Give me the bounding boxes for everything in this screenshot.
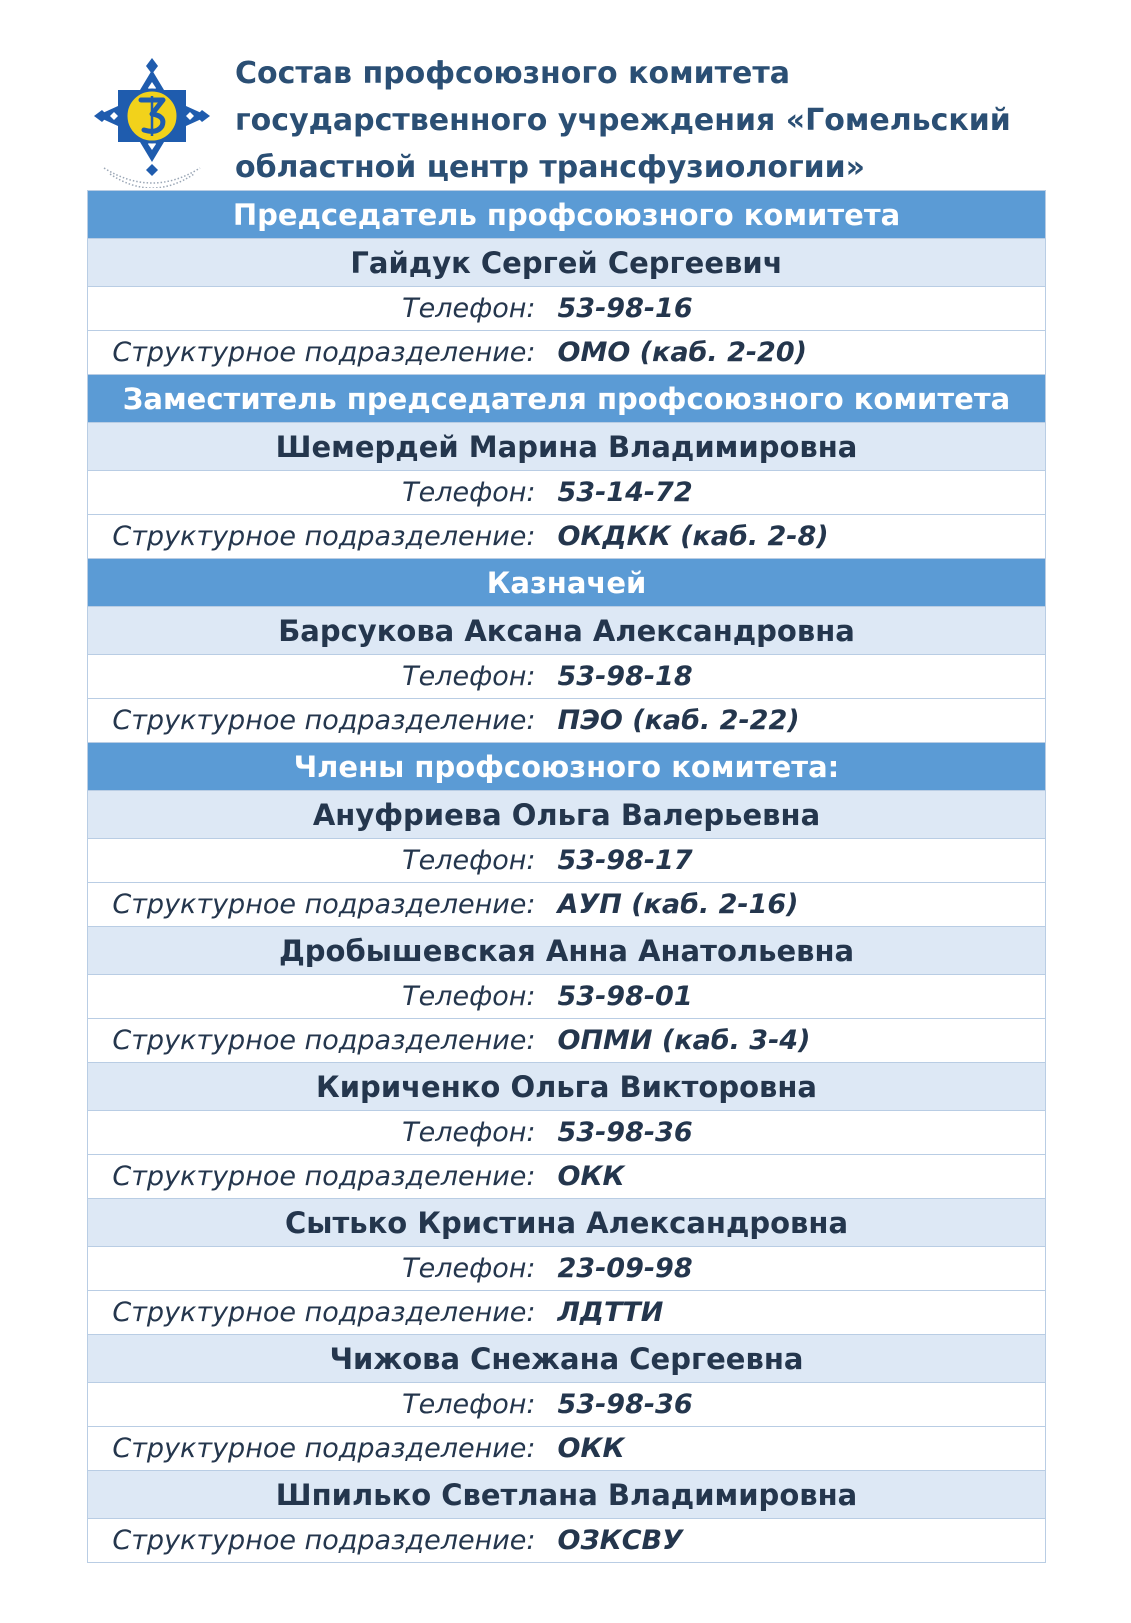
member-name: Шпилько Светлана Владимировна: [88, 1471, 1046, 1519]
department-label: Структурное подразделение:: [88, 883, 558, 927]
department-label: Структурное подразделение:: [88, 331, 558, 375]
phone-row: [88, 471, 1046, 515]
logo-emblem-icon: [94, 58, 210, 188]
phone-value: 53-98-36: [558, 1111, 1046, 1155]
department-value: ОЗКСВУ: [558, 1519, 1046, 1563]
section-title: Председатель профсоюзного комитета: [88, 191, 1046, 239]
phone-label: Телефон:: [88, 1383, 558, 1427]
department-value: ОКК: [558, 1155, 1046, 1199]
department-value: ПЭО (каб. 2-22): [558, 699, 1046, 743]
member-name-row: [88, 1471, 1046, 1519]
phone-value: 53-98-01: [558, 975, 1046, 1019]
phone-label: Телефон:: [88, 287, 558, 331]
phone-label: Телефон:: [88, 655, 558, 699]
department-label: Структурное подразделение:: [88, 1427, 558, 1471]
department-label: Структурное подразделение:: [88, 1291, 558, 1335]
department-value: ОПМИ (каб. 3-4): [558, 1019, 1046, 1063]
phone-value: 53-14-72: [558, 471, 1046, 515]
phone-row: [88, 839, 1046, 883]
member-name-row: [88, 239, 1046, 287]
member-name: Шемердей Марина Владимировна: [88, 423, 1046, 471]
department-label: Структурное подразделение:: [88, 699, 558, 743]
department-row: [88, 1291, 1046, 1335]
section-header-row: [88, 743, 1046, 791]
member-name: Сытько Кристина Александровна: [88, 1199, 1046, 1247]
member-name: Кириченко Ольга Викторовна: [88, 1063, 1046, 1111]
department-label: Структурное подразделение:: [88, 1019, 558, 1063]
department-row: [88, 331, 1046, 375]
department-row: [88, 1019, 1046, 1063]
department-value: ЛДТТИ: [558, 1291, 1046, 1335]
department-row: [88, 883, 1046, 927]
phone-row: [88, 287, 1046, 331]
phone-value: 23-09-98: [558, 1247, 1046, 1291]
phone-row: [88, 1247, 1046, 1291]
member-name-row: [88, 1335, 1046, 1383]
phone-value: 53-98-36: [558, 1383, 1046, 1427]
phone-value: 53-98-16: [558, 287, 1046, 331]
department-value: ОКДКК (каб. 2-8): [558, 515, 1046, 559]
member-name: Гайдук Сергей Сергеевич: [88, 239, 1046, 287]
document-title: [235, 50, 1035, 191]
committee-table: [87, 190, 1046, 1563]
phone-row: [88, 1383, 1046, 1427]
phone-label: Телефон:: [88, 1111, 558, 1155]
department-label: Структурное подразделение:: [88, 1519, 558, 1563]
member-name-row: [88, 607, 1046, 655]
department-row: [88, 1155, 1046, 1199]
member-name: Дробышевская Анна Анатольевна: [88, 927, 1046, 975]
member-name: Чижова Снежана Сергеевна: [88, 1335, 1046, 1383]
member-name-row: [88, 791, 1046, 839]
phone-row: [88, 1111, 1046, 1155]
phone-value: 53-98-17: [558, 839, 1046, 883]
member-name-row: [88, 1063, 1046, 1111]
department-row: [88, 1519, 1046, 1563]
member-name-row: [88, 1199, 1046, 1247]
section-title: Члены профсоюзного комитета:: [88, 743, 1046, 791]
section-header-row: [88, 191, 1046, 239]
section-title: Казначей: [88, 559, 1046, 607]
member-name-row: [88, 423, 1046, 471]
department-value: АУП (каб. 2-16): [558, 883, 1046, 927]
department-value: ОКК: [558, 1427, 1046, 1471]
phone-label: Телефон:: [88, 1247, 558, 1291]
department-value: ОМО (каб. 2-20): [558, 331, 1046, 375]
title-line: Состав профсоюзного комитета: [235, 56, 790, 91]
phone-label: Телефон:: [88, 975, 558, 1019]
department-row: [88, 699, 1046, 743]
member-name-row: [88, 927, 1046, 975]
title-line: областной центр трансфузиологии»: [235, 150, 866, 185]
phone-label: Телефон:: [88, 471, 558, 515]
section-header-row: [88, 375, 1046, 423]
organization-logo: [90, 56, 214, 188]
phone-label: Телефон:: [88, 839, 558, 883]
phone-row: [88, 975, 1046, 1019]
phone-row: [88, 655, 1046, 699]
department-label: Структурное подразделение:: [88, 515, 558, 559]
phone-value: 53-98-18: [558, 655, 1046, 699]
section-header-row: [88, 559, 1046, 607]
member-name: Барсукова Аксана Александровна: [88, 607, 1046, 655]
department-row: [88, 1427, 1046, 1471]
section-title: Заместитель председателя профсоюзного комитета: [88, 375, 1046, 423]
department-label: Структурное подразделение:: [88, 1155, 558, 1199]
member-name: Ануфриева Ольга Валерьевна: [88, 791, 1046, 839]
title-line: государственного учреждения «Гомельский: [235, 103, 1011, 138]
department-row: [88, 515, 1046, 559]
